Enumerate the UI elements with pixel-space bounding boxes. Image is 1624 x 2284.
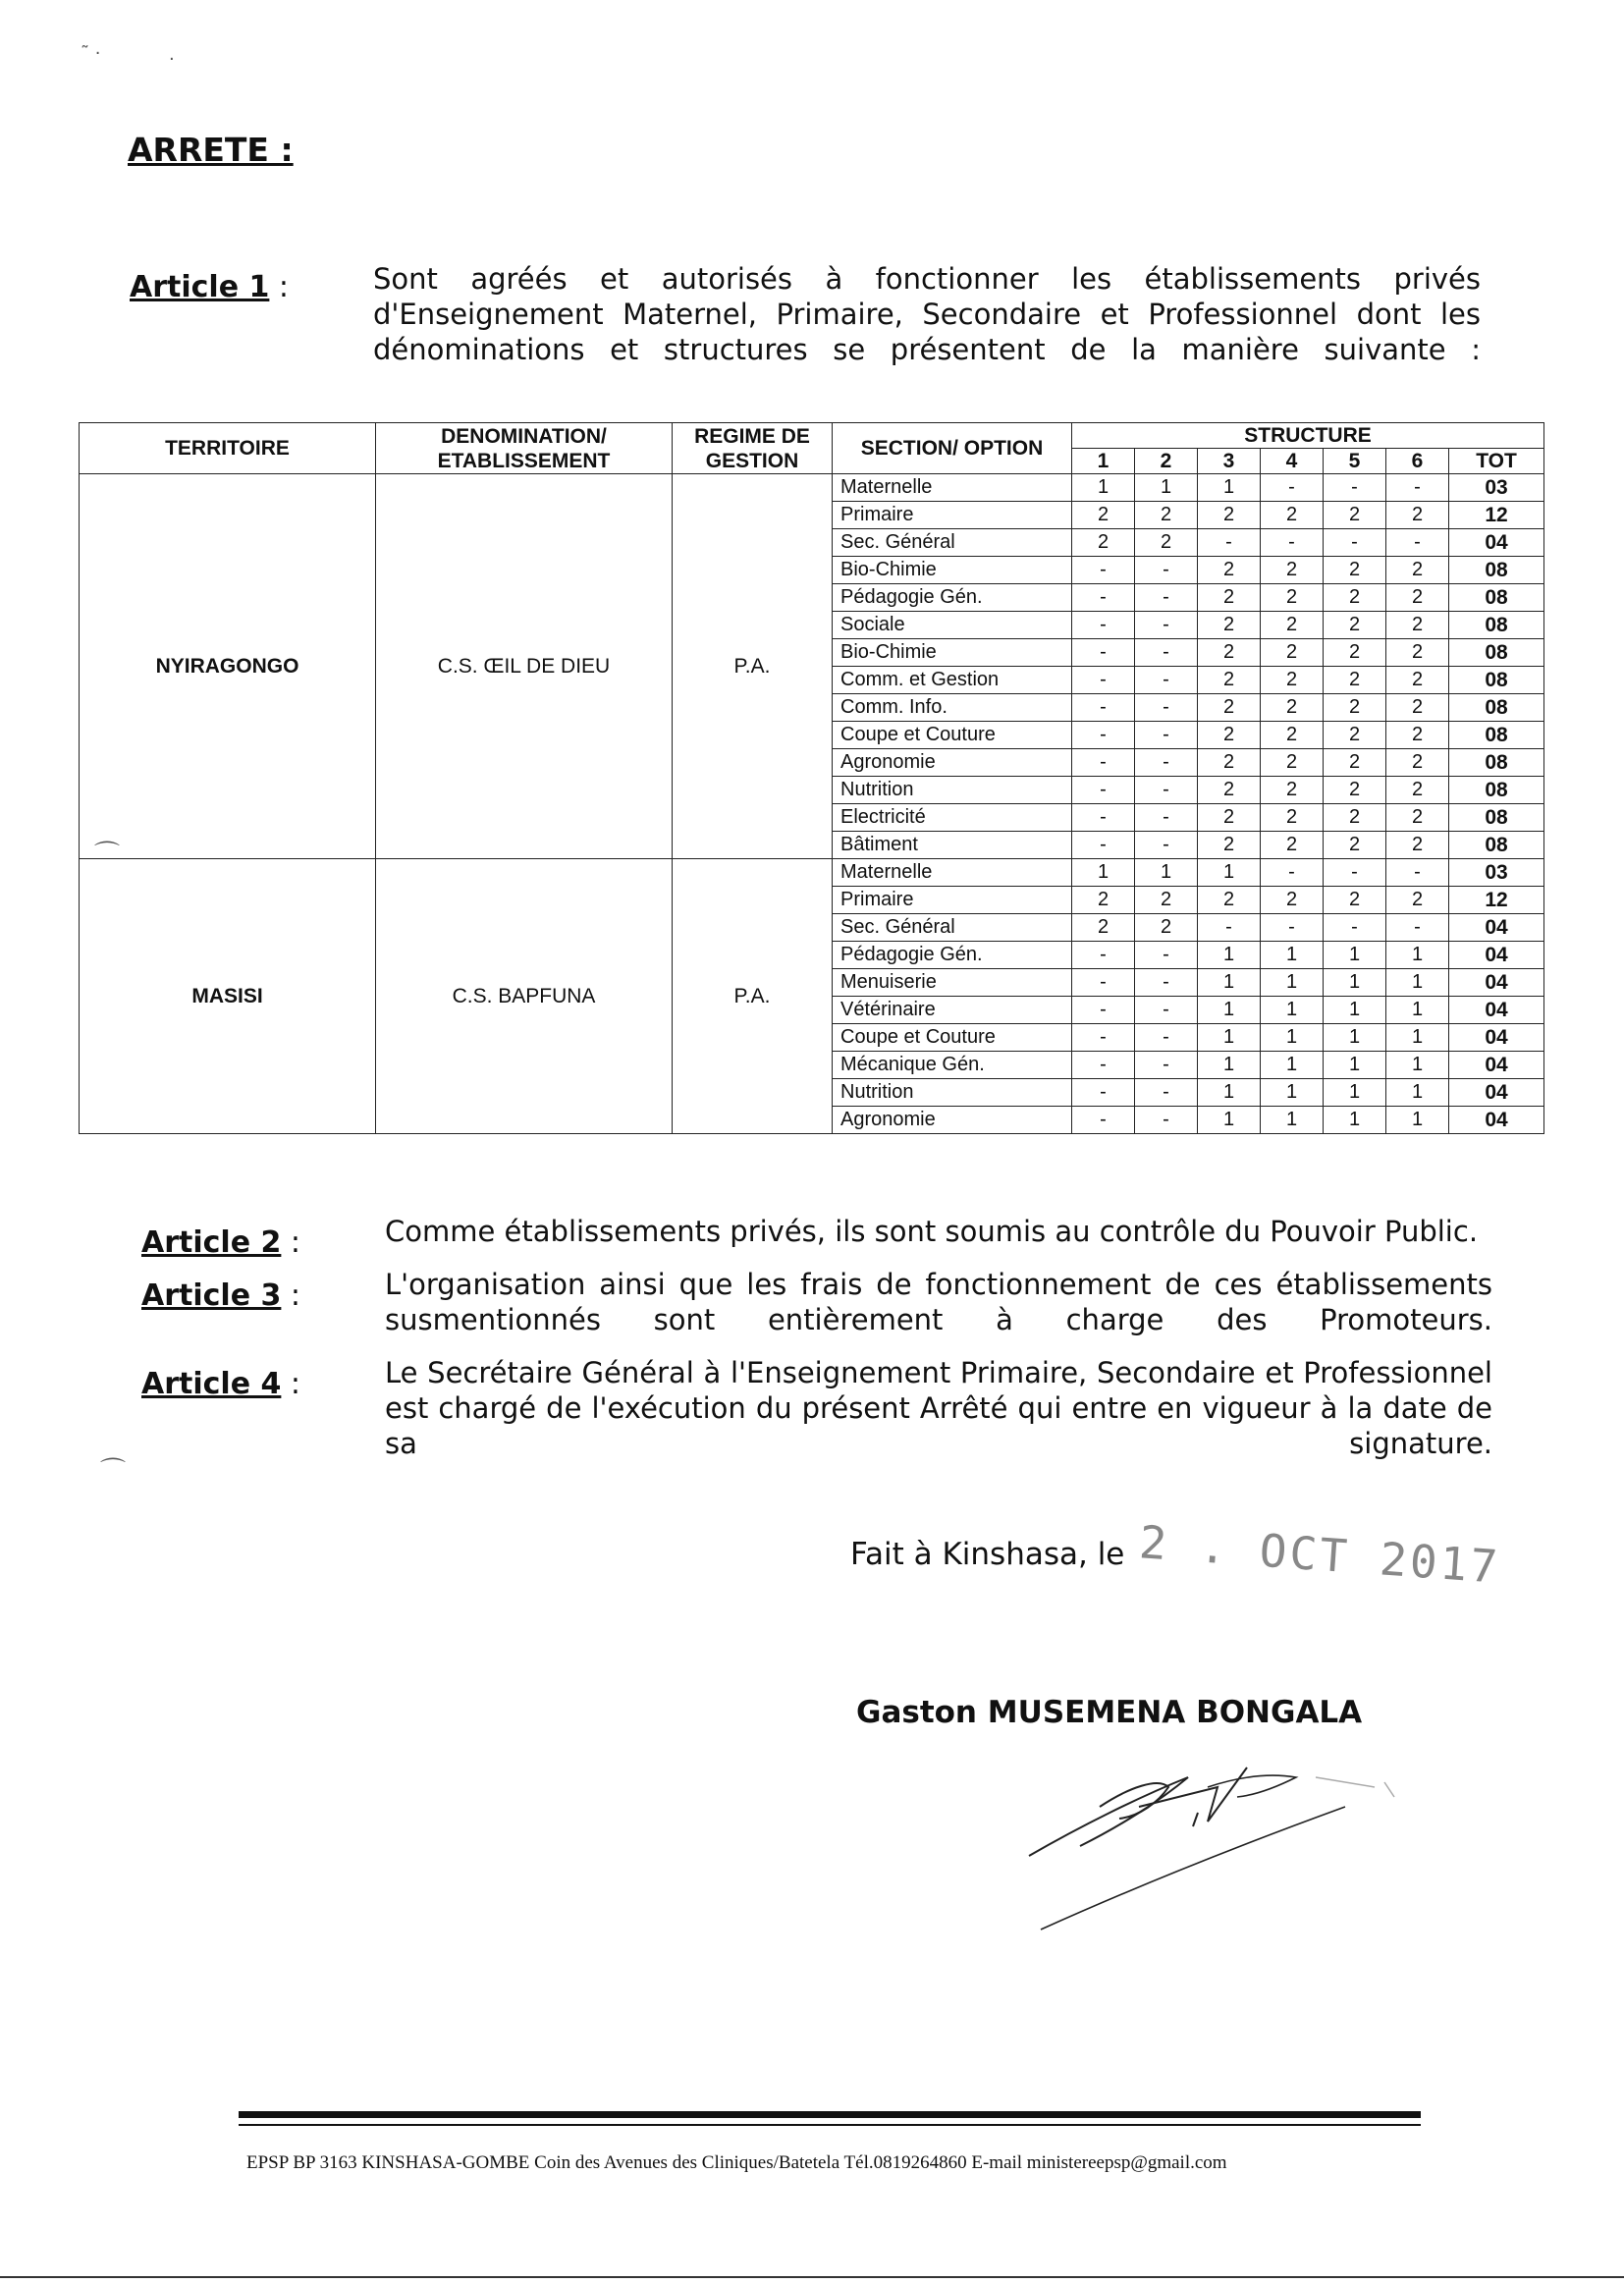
level-value-cell: - — [1324, 859, 1386, 887]
header-level: 4 — [1261, 449, 1324, 474]
option-cell: Agronomie — [833, 1107, 1072, 1134]
level-value-cell: - — [1135, 832, 1198, 859]
level-value-cell: - — [1135, 804, 1198, 832]
level-value-cell: 2 — [1261, 584, 1324, 612]
option-cell: Menuiserie — [833, 969, 1072, 997]
option-cell: Agronomie — [833, 749, 1072, 777]
level-value-cell: - — [1072, 997, 1135, 1024]
level-value-cell: 2 — [1324, 557, 1386, 584]
total-cell: 03 — [1449, 859, 1544, 887]
level-value-cell: 2 — [1261, 694, 1324, 722]
article-3-label: Article 3 : — [141, 1278, 301, 1313]
level-value-cell: 2 — [1198, 832, 1261, 859]
header-level: 6 — [1386, 449, 1449, 474]
level-value-cell: 1 — [1324, 942, 1386, 969]
total-cell: 08 — [1449, 667, 1544, 694]
level-value-cell: 1 — [1198, 474, 1261, 502]
level-value-cell: 2 — [1386, 804, 1449, 832]
level-value-cell: - — [1324, 529, 1386, 557]
regime-cell: P.A. — [673, 859, 833, 1134]
level-value-cell: 2 — [1386, 832, 1449, 859]
level-value-cell: - — [1072, 1024, 1135, 1052]
level-value-cell: 2 — [1324, 832, 1386, 859]
level-value-cell: 2 — [1324, 584, 1386, 612]
level-value-cell: - — [1072, 777, 1135, 804]
level-value-cell: - — [1135, 557, 1198, 584]
header-section: SECTION/ OPTION — [833, 423, 1072, 474]
option-cell: Nutrition — [833, 777, 1072, 804]
total-cell: 04 — [1449, 914, 1544, 942]
option-cell: Comm. Info. — [833, 694, 1072, 722]
level-value-cell: 2 — [1324, 722, 1386, 749]
level-value-cell: 2 — [1198, 722, 1261, 749]
level-value-cell: 1 — [1386, 969, 1449, 997]
scan-mark: ⌒ — [100, 1457, 127, 1487]
article-1-label: Article 1 : — [130, 270, 290, 304]
level-value-cell: - — [1135, 1052, 1198, 1079]
header-level: 2 — [1135, 449, 1198, 474]
level-value-cell: 2 — [1324, 639, 1386, 667]
option-cell: Vétérinaire — [833, 997, 1072, 1024]
total-cell: 08 — [1449, 639, 1544, 667]
level-value-cell: 2 — [1198, 584, 1261, 612]
total-cell: 04 — [1449, 1024, 1544, 1052]
level-value-cell: 1 — [1386, 997, 1449, 1024]
level-value-cell: 2 — [1261, 502, 1324, 529]
total-cell: 04 — [1449, 1107, 1544, 1134]
level-value-cell: - — [1135, 1107, 1198, 1134]
level-value-cell: - — [1072, 832, 1135, 859]
option-cell: Primaire — [833, 502, 1072, 529]
scan-mark: ⌒ — [94, 841, 121, 870]
table-body — [80, 474, 1544, 1134]
level-value-cell: - — [1072, 1079, 1135, 1107]
level-value-cell: 1 — [1324, 1024, 1386, 1052]
level-value-cell: 2 — [1324, 612, 1386, 639]
level-value-cell: - — [1198, 914, 1261, 942]
level-value-cell: - — [1135, 1024, 1198, 1052]
structure-table — [79, 422, 1544, 1134]
level-value-cell: 2 — [1072, 887, 1135, 914]
header-regime: REGIME DE GESTION — [673, 423, 833, 474]
option-cell: Sec. Général — [833, 529, 1072, 557]
total-cell: 04 — [1449, 997, 1544, 1024]
option-cell: Bio-Chimie — [833, 557, 1072, 584]
option-cell: Pédagogie Gén. — [833, 942, 1072, 969]
level-value-cell: - — [1135, 667, 1198, 694]
level-value-cell: 2 — [1324, 804, 1386, 832]
article-2-label: Article 2 : — [141, 1225, 301, 1260]
level-value-cell: 1 — [1261, 969, 1324, 997]
level-value-cell: 2 — [1386, 749, 1449, 777]
regime-cell: P.A. — [673, 474, 833, 859]
level-value-cell: 1 — [1324, 1107, 1386, 1134]
article-label-text: Article 3 — [141, 1278, 282, 1313]
level-value-cell: 1 — [1324, 997, 1386, 1024]
total-cell: 04 — [1449, 1052, 1544, 1079]
total-cell: 08 — [1449, 557, 1544, 584]
level-value-cell: 1 — [1198, 942, 1261, 969]
level-value-cell: 2 — [1261, 832, 1324, 859]
level-value-cell: - — [1261, 474, 1324, 502]
level-value-cell: - — [1386, 914, 1449, 942]
level-value-cell: - — [1135, 612, 1198, 639]
total-cell: 04 — [1449, 529, 1544, 557]
level-value-cell: 1 — [1198, 1107, 1261, 1134]
level-value-cell: 1 — [1324, 1079, 1386, 1107]
level-value-cell: 2 — [1324, 694, 1386, 722]
page-heading: ARRETE : — [128, 131, 294, 169]
level-value-cell: 2 — [1324, 777, 1386, 804]
total-cell: 08 — [1449, 612, 1544, 639]
page-bottom-line — [0, 2276, 1624, 2278]
level-value-cell: - — [1072, 1052, 1135, 1079]
level-value-cell: - — [1386, 859, 1449, 887]
option-cell: Mécanique Gén. — [833, 1052, 1072, 1079]
level-value-cell: 2 — [1072, 914, 1135, 942]
level-value-cell: - — [1261, 914, 1324, 942]
level-value-cell: 2 — [1261, 804, 1324, 832]
header-level: TOT — [1449, 449, 1544, 474]
place-date-line: Fait à Kinshasa, le — [850, 1537, 1125, 1572]
option-cell: Primaire — [833, 887, 1072, 914]
level-value-cell: 1 — [1261, 1052, 1324, 1079]
article-2-text: Comme établissements privés, ils sont soumis au contrôle du Pouvoir Public. — [385, 1215, 1479, 1248]
level-value-cell: 2 — [1198, 612, 1261, 639]
option-cell: Maternelle — [833, 859, 1072, 887]
total-cell: 08 — [1449, 832, 1544, 859]
establishment-cell: C.S. ŒIL DE DIEU — [376, 474, 673, 859]
total-cell: 12 — [1449, 887, 1544, 914]
level-value-cell: 1 — [1198, 1024, 1261, 1052]
level-value-cell: - — [1135, 639, 1198, 667]
total-cell: 08 — [1449, 694, 1544, 722]
level-value-cell: 2 — [1324, 502, 1386, 529]
level-value-cell: 2 — [1324, 887, 1386, 914]
level-value-cell: 1 — [1261, 942, 1324, 969]
level-value-cell: - — [1072, 639, 1135, 667]
level-value-cell: - — [1072, 557, 1135, 584]
level-value-cell: - — [1072, 584, 1135, 612]
level-value-cell: 2 — [1261, 722, 1324, 749]
level-value-cell: - — [1135, 584, 1198, 612]
level-value-cell: 2 — [1135, 887, 1198, 914]
article-label-text: Article 2 — [141, 1225, 282, 1260]
territory-cell: MASISI — [80, 859, 376, 1134]
level-value-cell: - — [1072, 1107, 1135, 1134]
level-value-cell: 1 — [1261, 1079, 1324, 1107]
option-cell: Coupe et Couture — [833, 722, 1072, 749]
level-value-cell: - — [1072, 749, 1135, 777]
level-value-cell: 1 — [1198, 997, 1261, 1024]
article-4-text: Le Secrétaire Général à l'Enseignement Primaire, Secondaire et Professionnel est chargé de l'exécution du présent Arrêté qui entre en vigueur à la date de sa signature. — [385, 1356, 1492, 1460]
level-value-cell: 1 — [1261, 1107, 1324, 1134]
article-label-text: Article 1 — [130, 270, 270, 304]
level-value-cell: - — [1198, 529, 1261, 557]
level-value-cell: 1 — [1386, 1107, 1449, 1134]
level-value-cell: - — [1072, 694, 1135, 722]
level-value-cell: 2 — [1198, 557, 1261, 584]
level-value-cell: - — [1135, 722, 1198, 749]
level-value-cell: 1 — [1198, 1052, 1261, 1079]
level-value-cell: 2 — [1261, 777, 1324, 804]
level-value-cell: 2 — [1261, 612, 1324, 639]
level-value-cell: - — [1072, 612, 1135, 639]
option-cell: Nutrition — [833, 1079, 1072, 1107]
total-cell: 12 — [1449, 502, 1544, 529]
level-value-cell: 2 — [1386, 584, 1449, 612]
level-value-cell: 2 — [1135, 502, 1198, 529]
level-value-cell: 1 — [1386, 1079, 1449, 1107]
header-territoire: TERRITOIRE — [80, 423, 376, 474]
total-cell: 04 — [1449, 1079, 1544, 1107]
table-row — [80, 859, 1544, 887]
article-label-text: Article 4 — [141, 1367, 282, 1401]
total-cell: 08 — [1449, 722, 1544, 749]
level-value-cell: 1 — [1386, 1024, 1449, 1052]
article-3-text: L'organisation ainsi que les frais de fonctionnement de ces établissements susmentionnés sont entièrement à charge des Promoteurs. — [385, 1268, 1492, 1336]
level-value-cell: 2 — [1198, 639, 1261, 667]
option-cell: Sociale — [833, 612, 1072, 639]
level-value-cell: 2 — [1324, 749, 1386, 777]
footer-rule — [239, 2111, 1421, 2118]
option-cell: Comm. et Gestion — [833, 667, 1072, 694]
level-value-cell: - — [1135, 997, 1198, 1024]
level-value-cell: 2 — [1386, 639, 1449, 667]
level-value-cell: 2 — [1386, 694, 1449, 722]
level-value-cell: 2 — [1386, 612, 1449, 639]
level-value-cell: 2 — [1261, 749, 1324, 777]
level-value-cell: 2 — [1198, 804, 1261, 832]
handwritten-signature — [1021, 1748, 1453, 1944]
total-cell: 04 — [1449, 942, 1544, 969]
level-value-cell: 2 — [1198, 749, 1261, 777]
total-cell: 08 — [1449, 804, 1544, 832]
level-value-cell: 1 — [1261, 1024, 1324, 1052]
level-value-cell: - — [1135, 969, 1198, 997]
total-cell: 08 — [1449, 777, 1544, 804]
scan-speck: · — [169, 49, 175, 70]
level-value-cell: 2 — [1386, 887, 1449, 914]
level-value-cell: 2 — [1261, 887, 1324, 914]
level-value-cell: - — [1072, 969, 1135, 997]
level-value-cell: 1 — [1198, 859, 1261, 887]
level-value-cell: - — [1324, 474, 1386, 502]
table-row — [80, 474, 1544, 502]
level-value-cell: 2 — [1261, 557, 1324, 584]
level-value-cell: 1 — [1135, 474, 1198, 502]
level-value-cell: 1 — [1198, 969, 1261, 997]
level-value-cell: 2 — [1135, 914, 1198, 942]
level-value-cell: 2 — [1386, 777, 1449, 804]
level-value-cell: - — [1261, 859, 1324, 887]
header-denomination: DENOMINATION/ ETABLISSEMENT — [376, 423, 673, 474]
level-value-cell: 1 — [1198, 1079, 1261, 1107]
level-value-cell: - — [1135, 942, 1198, 969]
header-level: 3 — [1198, 449, 1261, 474]
level-value-cell: - — [1072, 942, 1135, 969]
level-value-cell: - — [1072, 804, 1135, 832]
level-value-cell: - — [1135, 777, 1198, 804]
level-value-cell: - — [1072, 722, 1135, 749]
level-value-cell: 1 — [1261, 997, 1324, 1024]
level-value-cell: 2 — [1072, 502, 1135, 529]
total-cell: 03 — [1449, 474, 1544, 502]
level-value-cell: 2 — [1386, 667, 1449, 694]
level-value-cell: 2 — [1198, 694, 1261, 722]
level-value-cell: 2 — [1198, 777, 1261, 804]
level-value-cell: - — [1386, 529, 1449, 557]
level-value-cell: 2 — [1261, 639, 1324, 667]
level-value-cell: 1 — [1324, 969, 1386, 997]
signatory-name: Gaston MUSEMENA BONGALA — [856, 1695, 1363, 1730]
level-value-cell: 1 — [1324, 1052, 1386, 1079]
level-value-cell: - — [1135, 749, 1198, 777]
header-structure: STRUCTURE — [1072, 423, 1544, 449]
level-value-cell: 1 — [1386, 1052, 1449, 1079]
total-cell: 08 — [1449, 584, 1544, 612]
level-value-cell: 2 — [1261, 667, 1324, 694]
establishment-cell: C.S. BAPFUNA — [376, 859, 673, 1134]
level-value-cell: - — [1135, 694, 1198, 722]
level-value-cell: 2 — [1386, 722, 1449, 749]
level-value-cell: - — [1386, 474, 1449, 502]
level-value-cell: - — [1324, 914, 1386, 942]
level-value-cell: - — [1072, 667, 1135, 694]
option-cell: Bio-Chimie — [833, 639, 1072, 667]
option-cell: Maternelle — [833, 474, 1072, 502]
article-1-text: Sont agréés et autorisés à fonctionner les établissements privés d'Enseignement Maternel, Primaire, Secondaire et Professionnel dont les dénominations et structures se présentent de la manière suivante : — [373, 262, 1481, 366]
header-level: 1 — [1072, 449, 1135, 474]
option-cell: Bâtiment — [833, 832, 1072, 859]
total-cell: 04 — [1449, 969, 1544, 997]
level-value-cell: 2 — [1135, 529, 1198, 557]
option-cell: Electricité — [833, 804, 1072, 832]
level-value-cell: 1 — [1072, 474, 1135, 502]
level-value-cell: 1 — [1386, 942, 1449, 969]
level-value-cell: 2 — [1324, 667, 1386, 694]
level-value-cell: 1 — [1135, 859, 1198, 887]
footer-address: EPSP BP 3163 KINSHASA-GOMBE Coin des Avenues des Cliniques/Batetela Tél.0819264860 E-mail ministereepsp@gmail.com — [246, 2152, 1227, 2173]
level-value-cell: 2 — [1386, 557, 1449, 584]
scan-speck: ˜ · — [81, 43, 101, 64]
level-value-cell: 2 — [1072, 529, 1135, 557]
article-4-label: Article 4 : — [141, 1367, 301, 1401]
option-cell: Coupe et Couture — [833, 1024, 1072, 1052]
option-cell: Pédagogie Gén. — [833, 584, 1072, 612]
level-value-cell: - — [1135, 1079, 1198, 1107]
footer-rule-thin — [239, 2124, 1421, 2126]
level-value-cell: - — [1261, 529, 1324, 557]
total-cell: 08 — [1449, 749, 1544, 777]
level-value-cell: 1 — [1072, 859, 1135, 887]
level-value-cell: 2 — [1386, 502, 1449, 529]
level-value-cell: 2 — [1198, 667, 1261, 694]
level-value-cell: 2 — [1198, 502, 1261, 529]
option-cell: Sec. Général — [833, 914, 1072, 942]
territory-cell: NYIRAGONGO — [80, 474, 376, 859]
header-level: 5 — [1324, 449, 1386, 474]
date-stamp: 2 . OCT 2017 — [1137, 1515, 1502, 1594]
level-value-cell: 2 — [1198, 887, 1261, 914]
